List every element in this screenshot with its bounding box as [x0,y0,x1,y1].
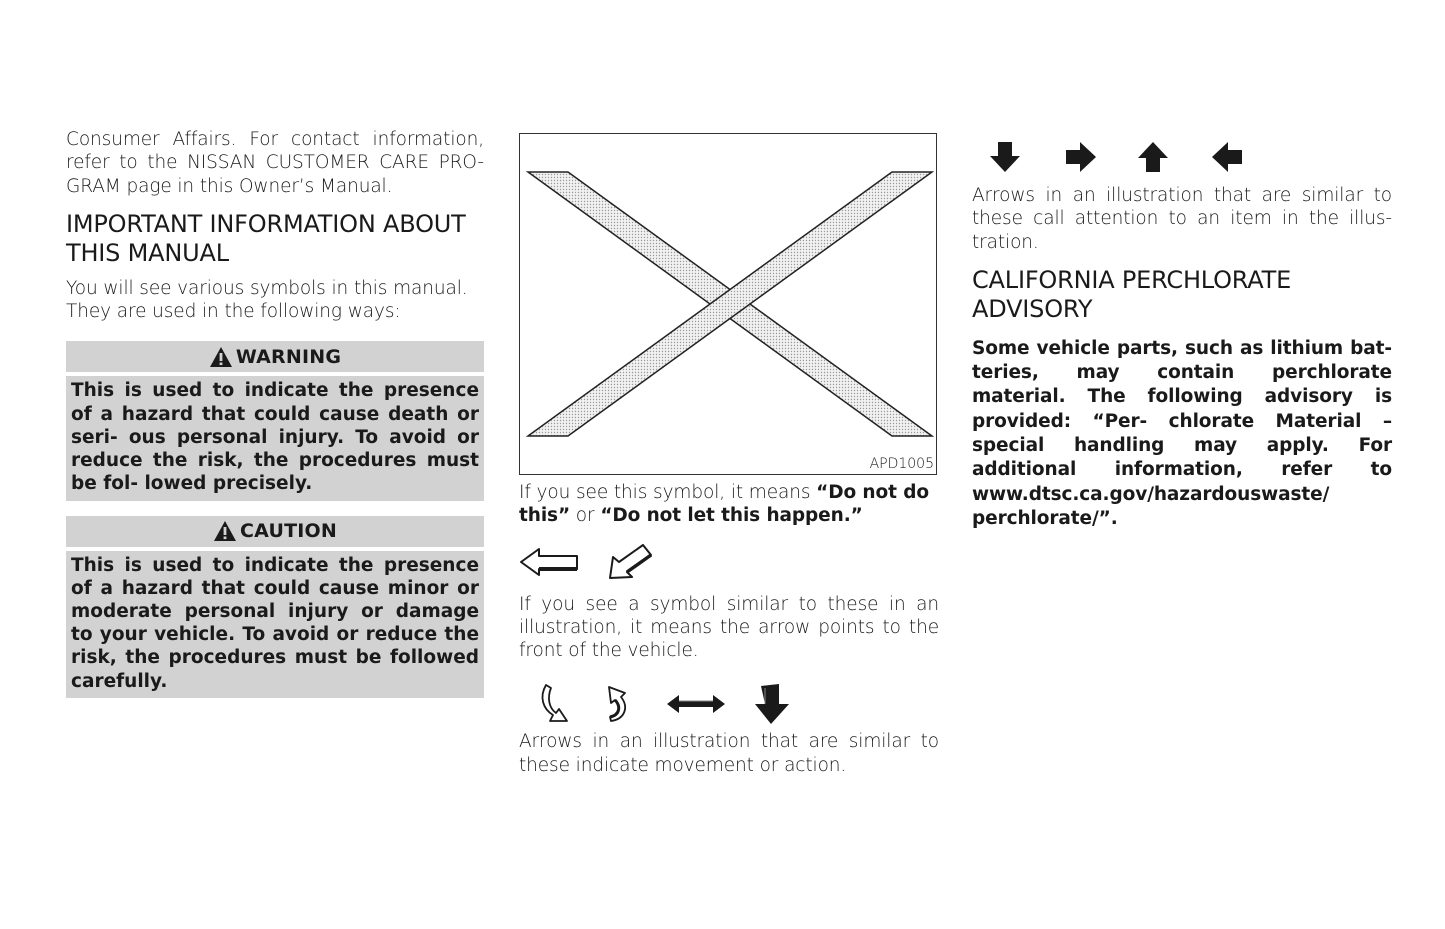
warning-title: WARNING [235,345,342,368]
symbols-intro-paragraph: You will see various symbols in this manual. They are used in the following ways: [66,277,468,323]
front-arrows-row [519,543,939,581]
do-not-text-mid: or [570,505,601,527]
arrow-left-icon [1210,140,1244,174]
do-not-text-bold-1: “Do not do this” [519,482,929,527]
warning-box-header [66,341,484,372]
do-not-text-pre: If you see this symbol, it means [519,482,817,503]
movement-arrows-row [519,682,939,726]
caution-body: This is used to indicate the presence of a hazard that could cause minor or moderate personal injury or damage to your vehicle. To avoid or reduce the risk, the procedures must be followed carefully. [66,551,484,698]
illustration-code: APD1005 [869,456,934,472]
warning-body: This is used to indicate the presence of a hazard that could cause death or seri- ous personal injury. To avoid or reduce the risk, the procedures must be fol- lowed precisely. [66,376,484,500]
do-not-illustration [519,133,937,475]
warning-box [66,341,484,500]
front-arrows-paragraph: If you see a symbol similar to these in an illustration, it means the arrow points to the front of the vehicle. [519,593,939,662]
caution-box [66,516,484,698]
arrow-down-icon [988,140,1022,174]
arrow-right-icon [1064,140,1098,174]
do-not-paragraph [519,481,939,528]
section-heading-important: IMPORTANT INFORMATION ABOUT THIS MANUAL [66,209,466,267]
warning-triangle-icon [213,520,237,542]
bend-down-arrow-icon [753,682,793,726]
curved-arrow-icon [537,683,571,725]
do-not-text-bold-2: “Do not let this happen.” [600,505,863,527]
column-left [66,128,484,698]
perchlorate-advisory-paragraph: Some vehicle parts, such as lithium bat- teries, may contain perchlorate material. The following advisory is provided: “Per- chlorate Material – special handling may apply. For additional information, refer to www.dtsc.ca.gov/hazardouswaste/ perchlorate/”. [972,337,1392,529]
column-middle [519,128,939,777]
warning-triangle-icon [209,346,233,368]
arrow-down-left-outline-icon [607,543,655,581]
caution-title: CAUTION [240,520,337,542]
curved-return-arrow-icon [605,683,635,725]
movement-arrows-paragraph: Arrows in an illustration that are similar to these indicate movement or action. [519,731,939,776]
arrow-up-icon [1136,140,1170,174]
section-heading-perchlorate: CALIFORNIA PERCHLORATE ADVISORY [972,265,1292,323]
x-symbol-icon [520,134,935,473]
arrow-left-outline-icon [519,544,579,580]
attention-arrows-paragraph: Arrows in an illustration that are similar to these call attention to an item in the illus- tration. [972,185,1392,253]
double-arrow-icon [665,691,727,717]
caution-box-header [66,516,484,547]
attention-arrows-row [972,139,1392,175]
column-right [972,128,1392,531]
intro-paragraph: Consumer Affairs. For contact information, refer to the NISSAN CUSTOMER CARE PRO- GRAM page in this Owner’s Manual. [66,129,484,197]
